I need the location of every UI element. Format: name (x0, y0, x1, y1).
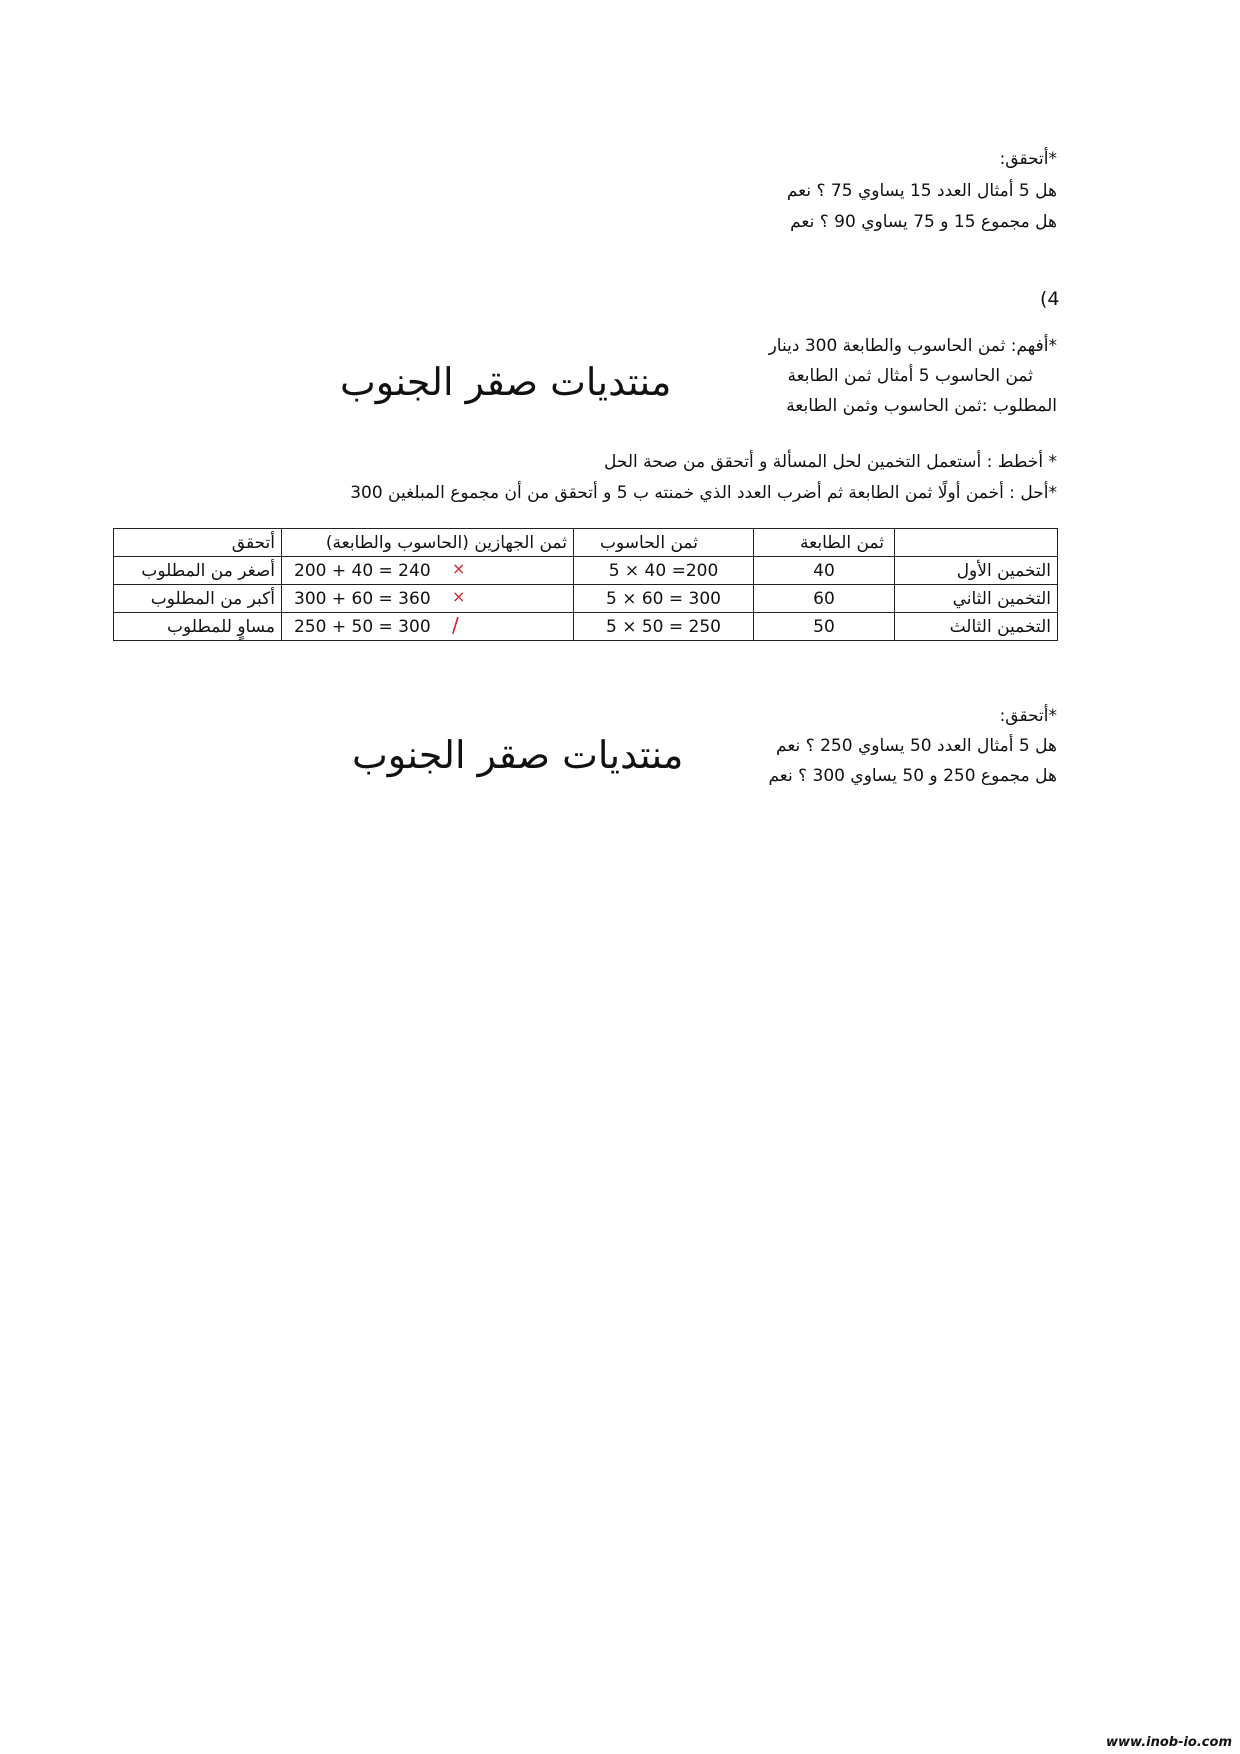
check2-line2: هل مجموع 250 و 50 يساوي 300 ؟ نعم (768, 766, 1057, 786)
check2-line1: هل 5 أمثال العدد 50 يساوي 250 ؟ نعم (776, 736, 1057, 756)
header-guess (895, 529, 1058, 557)
watermark-forum-name: منتديات صقر الجنوب (340, 360, 672, 404)
row1-guess: التخمين الأول (895, 557, 1058, 585)
row1-total: 200 + 40 = 240 (294, 560, 431, 581)
row3-printer: 50 (754, 613, 895, 641)
row1-total-cell (282, 557, 574, 585)
row2-check: أكبر من المطلوب (114, 585, 282, 613)
row2-guess: التخمين الثاني (895, 585, 1058, 613)
header-printer: ثمن الطابعة (754, 529, 895, 557)
row1-wrong-mark-icon: × (452, 559, 466, 578)
understand-line1: *أفهم: ثمن الحاسوب والطابعة 300 دينار (768, 336, 1057, 356)
watermark-forum-name-2: منتديات صقر الجنوب (352, 733, 684, 777)
plan-line: * أخطط : أستعمل التخمين لحل المسألة و أتحقق من صحة الحل (603, 452, 1057, 472)
row3-check: مساوٍ للمطلوب (114, 613, 282, 641)
row1-check: أصغر من المطلوب (114, 557, 282, 585)
header-check: أتحقق (114, 529, 282, 557)
row3-total: 250 + 50 = 300 (294, 616, 431, 637)
check1-line2: هل مجموع 15 و 75 يساوي 90 ؟ نعم (790, 212, 1057, 232)
row2-printer: 60 (754, 585, 895, 613)
footer-url: www.inob-io.com (1106, 1735, 1232, 1750)
header-computer: ثمن الحاسوب (574, 529, 754, 557)
table-row (114, 557, 1058, 585)
check1-title: *أتحقق: (999, 149, 1057, 169)
row1-printer: 40 (754, 557, 895, 585)
row2-total-cell (282, 585, 574, 613)
row3-guess: التخمين الثالث (895, 613, 1058, 641)
check2-title: *أتحقق: (999, 706, 1057, 726)
row2-wrong-mark-icon: × (452, 587, 466, 606)
guess-table (113, 528, 1058, 641)
understand-line2: ثمن الحاسوب 5 أمثال ثمن الطابعة (787, 366, 1033, 386)
table-row (114, 585, 1058, 613)
understand-line3: المطلوب :ثمن الحاسوب وثمن الطابعة (786, 396, 1057, 416)
header-total: ثمن الجهازين (الحاسوب والطابعة) (282, 529, 574, 557)
row3-computer: 5 × 50 = 250 (574, 613, 754, 641)
row3-total-cell (282, 613, 574, 641)
check1-line1: هل 5 أمثال العدد 15 يساوي 75 ؟ نعم (786, 181, 1057, 201)
row2-computer: 5 × 60 = 300 (574, 585, 754, 613)
table-header-row (114, 529, 1058, 557)
row1-computer: 5 × 40 =200 (574, 557, 754, 585)
solve-line: *أحل : أخمن أولًا ثمن الطابعة ثم أضرب العدد الذي خمنته ب 5 و أتحقق من أن مجموع المبلغين 300 (350, 483, 1057, 503)
table-row (114, 613, 1058, 641)
row3-correct-mark-icon: / (452, 613, 459, 637)
row2-total: 300 + 60 = 360 (294, 588, 431, 609)
problem-number: (4 (1040, 288, 1060, 310)
